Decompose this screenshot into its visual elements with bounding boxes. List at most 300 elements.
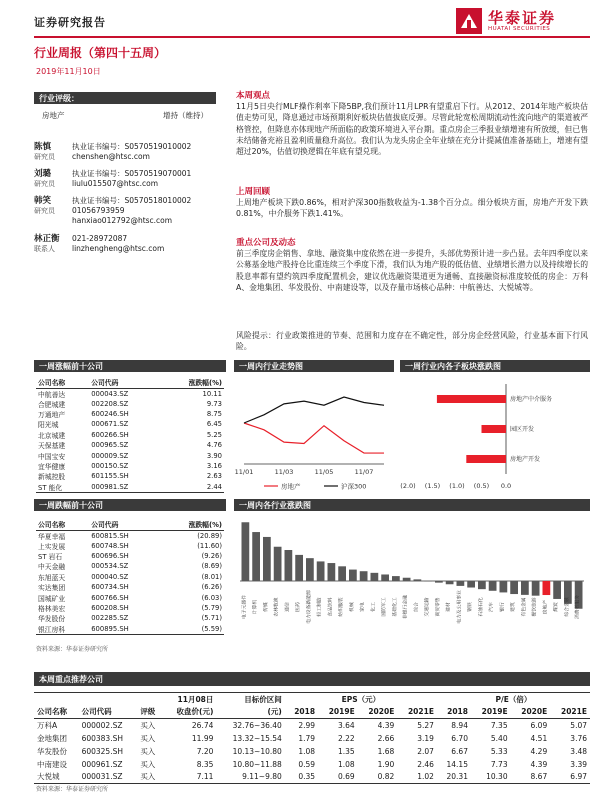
company-name: 华夏幸福: [38, 532, 66, 541]
chart1-bar: 一周内行业走势图: [234, 360, 394, 372]
eps-2018: 0.35: [298, 772, 316, 782]
bar-26: [521, 581, 529, 595]
change-pct: 9.73: [206, 399, 222, 408]
category-label: 钢铁: [468, 602, 474, 612]
analyst-phone: 021-28972087: [72, 234, 128, 243]
col-header-date: 11月08日: [177, 694, 214, 704]
analyst-name: 刘璐: [34, 169, 52, 179]
change-pct: (6.26): [201, 583, 222, 592]
change-pct: 3.16: [206, 462, 222, 471]
bar-16: [414, 579, 422, 581]
pe-2021e: 6.97: [570, 772, 587, 782]
category-label: 电力设备新能源: [306, 590, 312, 624]
category-label: 综合金融: [564, 597, 570, 617]
company-code: 000002.SZ: [81, 720, 123, 730]
pe-2020e: 4.29: [530, 746, 548, 756]
analyst-email[interactable]: liulu015507@htsc.com: [72, 179, 159, 188]
rating-industry: 房地产: [42, 111, 65, 120]
legend-label: 沪深300: [341, 482, 367, 491]
analyst-line: 执业证书编号：S0570518010002: [72, 196, 192, 205]
category-label: 纺织服装: [339, 597, 345, 617]
bar-14: [392, 576, 400, 581]
rating: 买入: [140, 733, 156, 743]
company-name: 实达集团: [38, 584, 66, 593]
category-label: 园区开发: [510, 426, 535, 433]
category-label: 汽车: [489, 602, 495, 612]
company-code: 002285.SZ: [91, 614, 129, 623]
brand-logo: [456, 6, 594, 36]
table-row: [36, 592, 224, 602]
category-label: 机械: [349, 602, 355, 612]
company-code: 000031.SZ: [81, 772, 123, 782]
company-name: 中南建设: [37, 759, 67, 769]
table-row: [34, 771, 590, 784]
table-row: [36, 541, 224, 551]
logo-en: HUATAI SECURITIES: [488, 26, 551, 32]
company-name: ST 能化: [36, 482, 89, 493]
eps-2019e: 0.69: [338, 772, 355, 782]
analyst-name: 陈慎: [34, 142, 52, 152]
table-row: [36, 572, 224, 582]
pe-2021e: 3.39: [570, 759, 587, 769]
change-pct: (9.26): [201, 552, 222, 561]
company-name: 格林美宏: [38, 605, 66, 614]
eps-2018: 2.99: [298, 720, 316, 730]
eps-2020e: 4.39: [377, 720, 395, 730]
category-label: 家电: [360, 602, 366, 612]
pe-2021e: 3.48: [570, 746, 587, 756]
col-header: 公司名称: [36, 377, 89, 388]
company-code: 600266.SH: [91, 430, 129, 439]
losers-table: [36, 519, 224, 635]
category-label: 国防军工: [382, 597, 388, 617]
change-pct: 2.63: [206, 472, 222, 481]
change-pct: 6.45: [206, 420, 222, 429]
company-name: 银江房科: [36, 624, 89, 635]
company-code: 000981.SZ: [89, 482, 160, 493]
x-tick-label: (2.0): [400, 482, 416, 490]
pe-2018: 6.70: [451, 733, 468, 743]
series-line-0: [244, 423, 384, 453]
eps-2019e: 2.22: [338, 733, 355, 743]
pe-2018: 6.67: [451, 746, 468, 756]
company-name: 中国宝安: [38, 452, 66, 461]
logo-cn: 华泰证券: [488, 9, 557, 27]
company-name: 金地集团: [37, 733, 67, 743]
change-pct: (5.59): [160, 624, 224, 635]
table-row: [34, 758, 590, 771]
company-code: 600734.SH: [91, 583, 129, 592]
gainers-bar: 一周涨幅前十公司: [34, 360, 226, 372]
col-header: 2021E: [407, 707, 434, 717]
pe-2021e: 3.76: [570, 733, 587, 743]
analyst-role: 研究员: [34, 153, 55, 161]
target-range: 13.32~15.54: [232, 733, 282, 743]
eps-2018: 1.79: [298, 733, 316, 743]
category-label: 房地产中介服务: [510, 396, 553, 403]
eps-2021e: 3.19: [417, 733, 434, 743]
change-pct: (5.79): [201, 604, 222, 613]
bar-28: [543, 581, 551, 595]
eps-2019e: 3.64: [338, 720, 355, 730]
company-name: 中天金融: [38, 563, 66, 572]
company-name: 阳光城: [38, 421, 59, 430]
bar-0: [242, 522, 250, 581]
change-pct: (6.03): [201, 593, 222, 602]
company-code: 000534.SZ: [91, 562, 129, 571]
bar-23: [489, 581, 497, 591]
rating-value: 增持（维持）: [163, 111, 208, 120]
company-name: 国城矿业: [38, 594, 66, 603]
table-row: [36, 450, 224, 460]
pe-2020e: 6.09: [530, 720, 548, 730]
pe-2018: 20.31: [446, 772, 468, 782]
col-header: 2019E: [328, 707, 355, 717]
table-row: [36, 551, 224, 561]
category-label: 房地产: [543, 599, 549, 615]
bar-5: [295, 555, 303, 581]
change-pct: 5.25: [206, 430, 222, 439]
pe-2019e: 10.30: [486, 772, 508, 782]
col-header: 公司代码: [89, 519, 160, 530]
bar-20: [457, 581, 465, 586]
category-label: 商贸零售: [435, 597, 441, 617]
bar-12: [371, 573, 379, 581]
company-name: ST 岩石: [38, 553, 63, 562]
company-code: 600895.SH: [89, 624, 160, 635]
analyst-block-4: [34, 234, 216, 254]
table-header-row: [36, 519, 224, 530]
pe-2019e: 7.73: [490, 759, 508, 769]
table-row: [36, 624, 224, 635]
bar-25: [510, 581, 518, 594]
eps-2020e: 2.66: [377, 733, 395, 743]
category-label: 房地产开发: [510, 456, 541, 463]
col-header: 收盘价(元): [176, 707, 214, 717]
change-pct: (8.69): [201, 562, 222, 571]
col-header: 评级: [140, 707, 156, 717]
company-name: 万科A: [37, 720, 58, 730]
col-header-target: 目标价区间: [244, 694, 282, 704]
pe-2019e: 7.35: [490, 720, 508, 730]
col-header: 公司名称: [37, 707, 67, 717]
category-label: 石油石化: [478, 597, 484, 617]
eps-2021e: 2.07: [417, 746, 434, 756]
legend-label: 房地产: [281, 482, 301, 491]
analyst-email[interactable]: chenshen@htsc.com: [72, 152, 150, 161]
category-label: 交通运输: [425, 597, 431, 617]
col-header: 2021E: [561, 707, 587, 717]
table-row: [36, 419, 224, 429]
table-row: [34, 719, 590, 732]
company-code: 000040.SZ: [91, 572, 129, 581]
company-name: 新城控股: [38, 473, 66, 482]
analyst-email[interactable]: linzhengheng@htsc.com: [72, 244, 165, 253]
bar-9: [338, 566, 346, 581]
bar-18: [435, 581, 443, 583]
col-header: 2019E: [481, 707, 508, 717]
x-tick-label: (0.5): [473, 482, 490, 490]
category-label: 餐饮旅游: [532, 597, 538, 617]
table-row: [36, 482, 224, 493]
col-header: 涨跌幅(%): [160, 377, 224, 388]
category-label: 综合: [414, 602, 420, 612]
company-code: 000150.SZ: [91, 462, 129, 471]
company-code: 002208.SZ: [91, 399, 129, 408]
x-tick-label: 11/07: [354, 468, 374, 476]
category-label: 银行: [500, 602, 506, 612]
chart3-bar: 一周内各行业涨跌图: [234, 499, 590, 511]
bar-1: [252, 532, 260, 581]
bar-11: [360, 571, 368, 581]
bar-22: [478, 581, 486, 589]
analyst-block-1: [34, 142, 216, 162]
series-line-1: [244, 397, 384, 423]
company-name: 合肥城建: [38, 400, 66, 409]
company-code: 601155.SH: [91, 472, 129, 481]
change-pct: (20.89): [197, 531, 222, 540]
table-row: [34, 732, 590, 745]
company-name: 宜华健康: [38, 463, 66, 472]
losers-source: 资料来源：华泰证券研究所: [36, 646, 109, 653]
rating-section-bar: 行业评级：: [34, 92, 216, 104]
eps-2018: 0.59: [298, 759, 316, 769]
bar-1: [482, 425, 507, 433]
table-header-row: [34, 693, 590, 706]
table-row: [36, 399, 224, 409]
company-name: 华发股份: [37, 746, 67, 756]
rating: 买入: [140, 759, 156, 769]
analyst-email[interactable]: hanxiao012792@htsc.com: [72, 216, 173, 225]
category-label: 非银行金融: [403, 595, 409, 619]
company-name: 东旭蓝天: [38, 573, 66, 582]
change-pct: 4.76: [206, 441, 222, 450]
report-title: 行业周报（第四十五周）: [34, 46, 167, 60]
eps-2020e: 1.90: [377, 759, 395, 769]
category-label: 建筑: [511, 602, 517, 612]
bar-2: [263, 537, 271, 581]
table-header-row: [34, 706, 590, 719]
category-label: 通信: [285, 602, 291, 612]
company-name: 上实发展: [38, 542, 66, 551]
bar-7: [317, 561, 325, 581]
rating-row: [34, 110, 216, 121]
table-row: [34, 745, 590, 758]
col-header-pe: P/E（倍）: [495, 694, 532, 704]
company-name: 华发股份: [38, 615, 66, 624]
company-code: 000043.SZ: [91, 389, 129, 398]
company-name: 万通地产: [38, 411, 66, 420]
close-price: 7.11: [196, 772, 214, 782]
bar-3: [274, 547, 282, 581]
change-pct: 3.90: [206, 451, 222, 460]
pe-2019e: 5.40: [490, 733, 508, 743]
category-label: 计算机: [253, 599, 259, 615]
pe-2020e: 4.39: [530, 759, 548, 769]
category-label: 医药: [296, 602, 302, 612]
pe-2020e: 4.51: [530, 733, 548, 743]
category-label: 煤炭: [554, 602, 560, 612]
change-pct: 8.75: [206, 410, 222, 419]
company-code: 600766.SH: [91, 593, 129, 602]
target-range: 10.80~11.88: [232, 759, 282, 769]
eps-2021e: 5.27: [417, 720, 434, 730]
col-header-eps: EPS（元）: [341, 694, 381, 704]
analyst-name: 韩笑: [34, 196, 52, 206]
bar-21: [467, 581, 475, 588]
category-label: 传媒: [263, 602, 269, 612]
eps-2020e: 0.82: [377, 772, 395, 782]
company-name: 天保基建: [38, 442, 66, 451]
industry-trend-chart: [234, 374, 394, 496]
analyst-name: 林正衡: [34, 234, 60, 244]
company-code: 000965.SZ: [91, 441, 129, 450]
col-header: 公司代码: [89, 377, 160, 388]
category-label: 食品饮料: [328, 597, 334, 617]
company-code: 600208.SH: [91, 604, 129, 613]
table-row: [36, 461, 224, 471]
rating: 买入: [140, 772, 156, 782]
col-header: 涨跌幅(%): [160, 519, 224, 530]
company-code: 600325.SH: [81, 746, 123, 756]
table-row: [36, 471, 224, 481]
bar-0: [437, 395, 506, 403]
gainers-table: [36, 377, 224, 493]
table-row: [36, 409, 224, 419]
bar-2: [466, 455, 506, 463]
bar-8: [328, 563, 336, 581]
analyst-phone: 01056793959: [72, 206, 125, 215]
eps-2019e: 1.35: [338, 746, 355, 756]
category-label: 基础化工: [392, 597, 398, 617]
table-row: [36, 561, 224, 571]
col-header: 2020E: [368, 707, 395, 717]
sector-bar-chart: [234, 513, 590, 651]
chart2-bar: 一周行业内各子板块涨跌图: [400, 360, 590, 372]
key-table-bar: 本周重点推荐公司: [34, 672, 590, 686]
heading-last-week: 上周回顾: [236, 187, 271, 197]
report-date: 2019年11月10日: [36, 67, 101, 76]
table-header-row: [36, 377, 224, 388]
company-code: 600383.SH: [81, 733, 123, 743]
rating: 买入: [140, 720, 156, 730]
col-header: 2018: [294, 707, 316, 717]
category-label: 电力及公用事业: [457, 590, 463, 624]
company-code: 600696.SH: [91, 552, 129, 561]
paragraph-weekly-view: 11月5日央行MLF操作利率下降5BP,我们预计11月LPR有望重启下行。从2012、2014年地产板块估值走势可见，降息通过市场预期利好板块估值拔底反弹。尽管此轮宽松周期流动性流向地产的渠道被严格管控，但降息亦体现地产所面临的政策环境进入平台期。重点房企三季报业绩增速有所放缓，但已售未结储备充裕且盈利质量稳升高位。我们认为龙头房企全年业绩在充分计提减值准备基础上，增速有望超过20%，估值切换逻辑在年底有望兑现。: [236, 102, 588, 157]
bar-19: [446, 581, 454, 584]
close-price: 26.74: [191, 720, 214, 730]
analyst-line: 执业证书编号：S0570519010002: [72, 142, 192, 151]
change-pct: 10.11: [202, 389, 222, 398]
change-pct: (5.71): [201, 614, 222, 623]
pe-2020e: 8.67: [530, 772, 548, 782]
paragraph-last-week: 上周地产板块下跌0.86%，相对沪深300指数收益为-1.38个百分点。细分板块方面，房地产开发下跌0.81%，中介服务下跌1.41%。: [236, 198, 588, 219]
x-tick-label: 0.0: [500, 482, 512, 490]
subsector-bar-chart: [400, 374, 590, 496]
close-price: 11.99: [191, 733, 214, 743]
bar-6: [306, 558, 314, 581]
x-tick-label: 11/03: [274, 468, 294, 476]
series-label: 证券研究报告: [34, 16, 106, 29]
key-table-source: 资料来源：华泰证券研究所: [36, 786, 109, 793]
pe-2018: 8.94: [451, 720, 468, 730]
top-rule: [34, 36, 590, 38]
table-row: [36, 582, 224, 592]
eps-2018: 1.08: [298, 746, 316, 756]
table-row: [36, 430, 224, 440]
paragraph-risk: 风险提示：行业政策推进的节奏、范围和力度存在不确定性，部分房企经营风险，行业基本面下行风险。: [236, 331, 588, 352]
company-name: 北京城建: [38, 431, 66, 440]
category-label: 电子元器件: [242, 595, 248, 619]
col-header: (元): [267, 707, 282, 717]
eps-2021e: 1.02: [417, 772, 434, 782]
change-pct: (8.01): [201, 572, 222, 581]
heading-weekly-view: 本周观点: [236, 91, 271, 101]
x-tick-label: (1.5): [424, 482, 441, 490]
bar-10: [349, 570, 357, 581]
pe-2018: 14.15: [446, 759, 468, 769]
bar-27: [532, 581, 540, 596]
x-tick-label: 11/05: [314, 468, 334, 476]
x-tick-label: (1.0): [449, 482, 465, 490]
key-table: [34, 692, 590, 784]
change-pct: (11.60): [197, 541, 222, 550]
x-tick-label: 11/01: [234, 468, 254, 476]
category-label: 化工: [371, 602, 377, 612]
close-price: 7.20: [196, 746, 214, 756]
huatai-logo-icon: [456, 8, 482, 34]
col-header: 2018: [447, 707, 468, 717]
pe-2019e: 5.33: [490, 746, 508, 756]
eps-2021e: 2.46: [417, 759, 434, 769]
table-row: [36, 530, 224, 541]
heading-key-companies: 重点公司及动态: [236, 238, 296, 248]
company-code: 000009.SZ: [91, 451, 129, 460]
category-label: 轻工制造: [317, 597, 323, 617]
target-range: 9.11~9.80: [242, 772, 282, 782]
losers-bar: 一周跌幅前十公司: [34, 499, 226, 511]
company-code: 000671.SZ: [91, 420, 129, 429]
analyst-role: 研究员: [34, 180, 55, 188]
company-name: 大悦城: [37, 772, 60, 782]
company-code: 600815.SH: [91, 531, 129, 540]
eps-2020e: 1.68: [377, 746, 395, 756]
col-header: 公司代码: [81, 707, 112, 717]
table-row: [36, 388, 224, 399]
target-range: 32.76~36.40: [232, 720, 282, 730]
bar-29: [553, 581, 561, 599]
table-row: [36, 603, 224, 613]
table-row: [36, 613, 224, 623]
analyst-line: 执业证书编号：S0570519070001: [72, 169, 192, 178]
paragraph-key-companies: 前三季度房企销售、拿地、融资集中度依然在进一步提升，头部优势预计进一步凸显。去年四季度以来公募基金地产股持仓比重连续三个季度下滑，我们认为地产股的低估值、业绩增长潜力以及持续增长的股息率都有望约筑四季度配置机会，建议优选融资渠道更为通畅、直接融资标准度较低的房企：万科A、金地集团、华发股份、中南建设等，以及存量市场核心品种：中航善达、大悦城等。: [236, 249, 588, 292]
company-code: 600748.SH: [91, 541, 129, 550]
category-label: 消费者服务: [575, 595, 581, 619]
category-label: 有色金属: [521, 597, 527, 617]
rating: 买入: [140, 746, 156, 756]
category-label: 农林牧渔: [274, 597, 280, 617]
pe-2021e: 5.07: [570, 720, 587, 730]
target-range: 10.13~10.80: [232, 746, 282, 756]
change-pct: 2.44: [160, 482, 224, 493]
company-code: 600246.SH: [91, 410, 129, 419]
table-row: [36, 440, 224, 450]
analyst-role: 联系人: [34, 245, 55, 253]
bar-15: [403, 578, 411, 581]
analyst-block-2: [34, 169, 216, 189]
category-label: 建材: [446, 602, 452, 612]
